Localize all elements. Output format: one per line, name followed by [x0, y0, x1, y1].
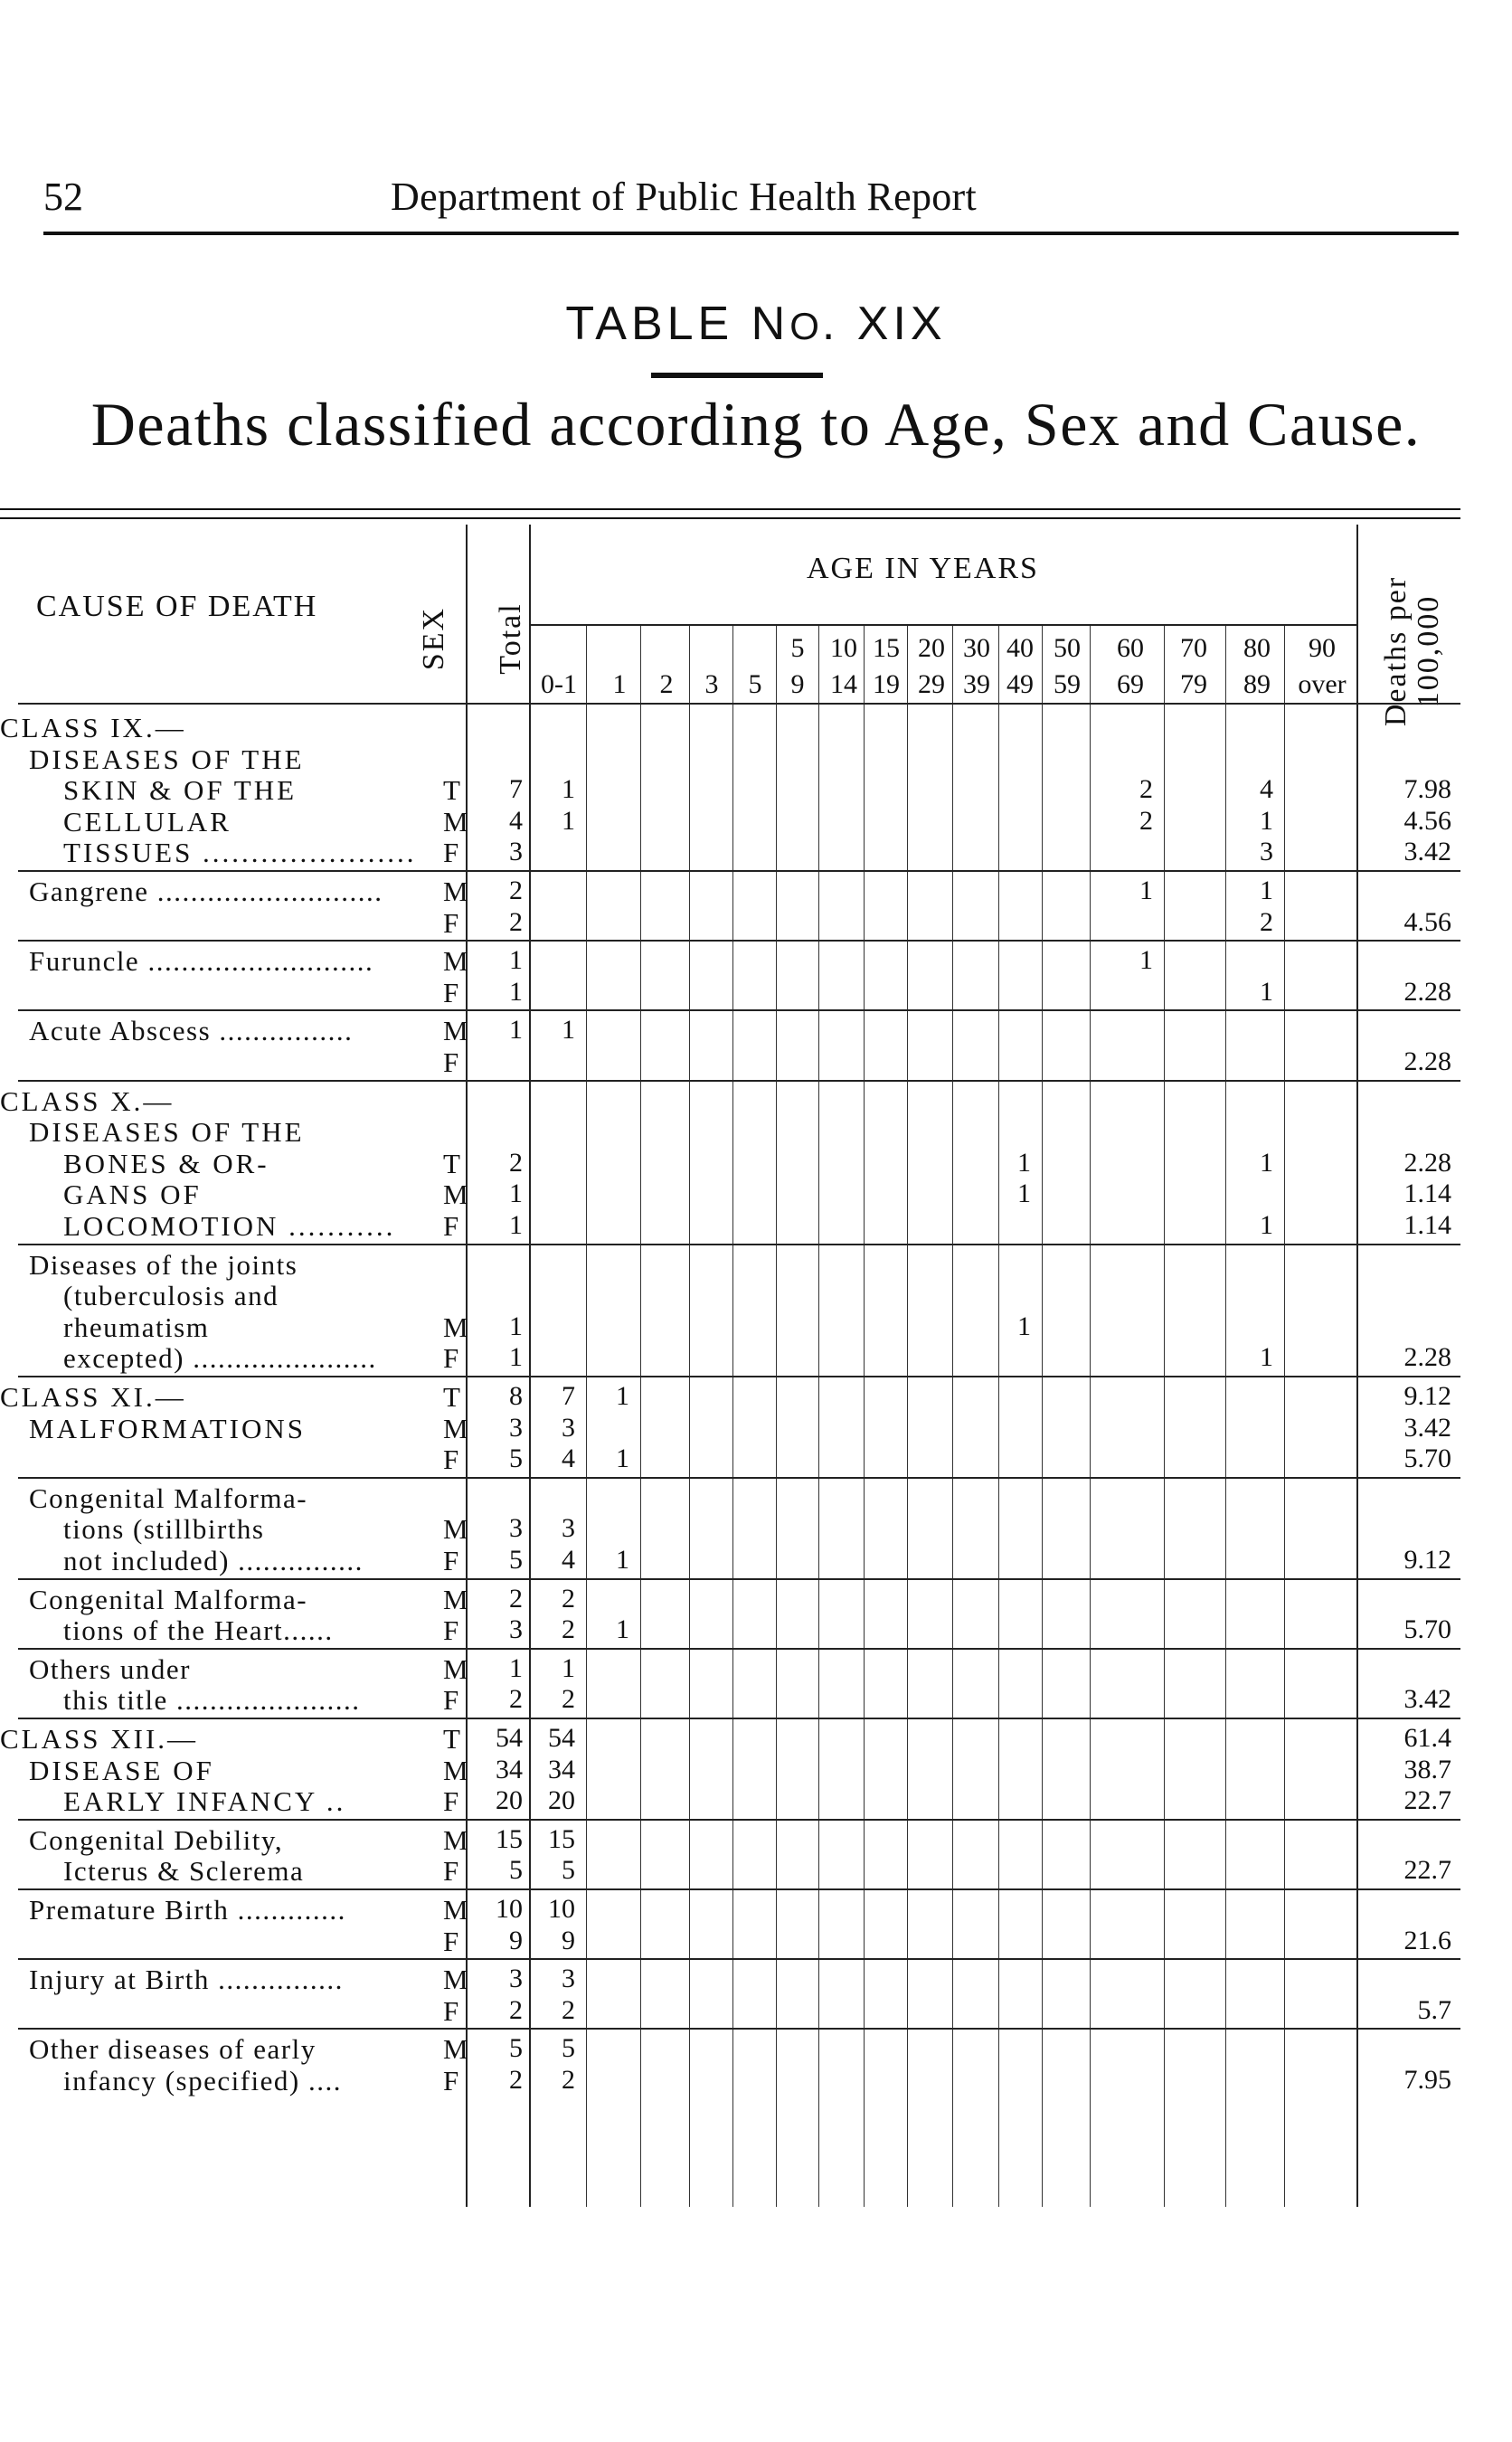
sex-code: M	[443, 876, 468, 907]
age-value: 2	[1139, 774, 1153, 805]
age-header-top: 90	[1309, 633, 1336, 663]
rate-value: 9.12	[1403, 1545, 1451, 1575]
total-value: 9	[509, 1925, 523, 1955]
total-value: 3	[509, 1964, 523, 1994]
age-value: 4	[1260, 774, 1273, 805]
age-column-rule	[1164, 626, 1165, 2207]
total-value: 1	[509, 1652, 523, 1683]
age-value: 15	[548, 1823, 575, 1854]
rate-value: 3.42	[1403, 1412, 1451, 1443]
total-value: 3	[509, 1614, 523, 1645]
cause-label: CLASS XI.—	[0, 1381, 186, 1413]
age-column-rule	[864, 626, 865, 2207]
sex-code: M	[443, 2033, 468, 2066]
age-column-rule	[998, 626, 999, 2207]
total-value: 1	[509, 1311, 523, 1341]
sex-code: F	[443, 1545, 459, 1576]
rate-value: 2.28	[1403, 1147, 1451, 1178]
group-rule	[18, 2028, 1460, 2030]
rate-value: 5.7	[1417, 1994, 1451, 2025]
age-value: 1	[562, 774, 575, 805]
age-value: 2	[1139, 805, 1153, 836]
header-rate: Deaths per 100,000	[1379, 575, 1445, 727]
sex-code: M	[443, 1311, 468, 1343]
age-header-bottom: 19	[873, 669, 900, 699]
rate-value: 5.70	[1403, 1443, 1451, 1474]
sex-code: M	[443, 1894, 468, 1926]
table-number-main: TABLE N	[565, 298, 790, 350]
group-rule	[18, 1718, 1460, 1719]
age-header-bottom: 1	[612, 669, 627, 699]
header-cause: CAUSE OF DEATH	[36, 590, 318, 623]
age-value: 2	[562, 1583, 575, 1614]
total-value: 1	[509, 1178, 523, 1209]
cause-label: (tuberculosis and	[63, 1280, 279, 1312]
total-value: 8	[509, 1381, 523, 1411]
sex-code: F	[443, 1684, 459, 1717]
cause-label: CLASS IX.—	[0, 712, 186, 743]
age-header-bottom: 5	[748, 669, 762, 699]
age-value: 1	[1260, 876, 1273, 905]
rate-value: 7.95	[1403, 2065, 1451, 2095]
age-value: 2	[562, 1994, 575, 2025]
age-column-rule	[952, 626, 953, 2207]
age-header-top: 5	[790, 633, 805, 663]
total-value: 1	[509, 976, 523, 1007]
group-rule	[18, 940, 1460, 942]
total-value: 5	[509, 1443, 523, 1474]
rate-value: 2.28	[1403, 1342, 1451, 1373]
cause-label: Icterus & Sclerema	[63, 1855, 305, 1888]
age-header-bottom: 29	[918, 669, 945, 699]
age-column-rule	[907, 626, 908, 2207]
age-value: 1	[562, 1015, 575, 1046]
sex-code: F	[443, 1210, 459, 1242]
cause-label: Other diseases of early	[29, 2033, 317, 2066]
group-rule	[18, 1888, 1460, 1890]
age-header-top: 30	[963, 633, 990, 663]
total-value: 2	[509, 906, 523, 937]
age-header-top: 50	[1054, 633, 1081, 663]
title-bar	[651, 373, 823, 378]
rate-value: 5.70	[1403, 1614, 1451, 1645]
table-subtitle: Deaths classified according to Age, Sex and Cause.	[90, 390, 1422, 459]
age-value: 4	[562, 1443, 575, 1474]
age-header-bottom: 69	[1117, 669, 1144, 699]
age-column-rule	[689, 626, 690, 2207]
rate-value: 38.7	[1403, 1754, 1451, 1784]
cause-label: LOCOMOTION ...........	[63, 1210, 396, 1242]
age-column-rule	[1284, 626, 1285, 2207]
sex-code: F	[443, 1046, 459, 1078]
age-value: 4	[562, 1545, 575, 1575]
cause-label: EARLY INFANCY ..	[63, 1785, 346, 1818]
cause-label: excepted) ......................	[63, 1342, 377, 1375]
sex-code: F	[443, 2065, 459, 2097]
age-header-top: 15	[873, 633, 900, 663]
sex-code: F	[443, 1614, 459, 1647]
total-value: 1	[509, 1210, 523, 1240]
sex-code: T	[443, 1723, 460, 1755]
age-header-top: 20	[918, 633, 945, 663]
age-value: 2	[562, 2065, 575, 2095]
sex-code: M	[443, 1015, 468, 1047]
group-rule	[18, 1376, 1460, 1377]
total-value: 1	[509, 1342, 523, 1373]
age-value: 20	[548, 1785, 575, 1816]
age-header-bottom: 3	[704, 669, 719, 699]
group-rule	[18, 1477, 1460, 1479]
age-header-bottom: over	[1298, 669, 1347, 699]
sex-code: M	[443, 945, 468, 978]
mortality-table	[0, 525, 1512, 2243]
rate-value: 1.14	[1403, 1210, 1451, 1240]
age-value: 1	[1260, 1210, 1273, 1240]
sex-code: M	[443, 805, 468, 838]
age-value: 1	[1139, 945, 1153, 976]
age-header-bottom: 14	[830, 669, 857, 699]
cause-label: not included) ...............	[63, 1545, 364, 1576]
cause-label: Acute Abscess ................	[29, 1015, 354, 1047]
total-value: 34	[496, 1754, 523, 1784]
total-value: 5	[509, 1855, 523, 1886]
cause-label: BONES & OR-	[63, 1147, 269, 1179]
sex-code: F	[443, 837, 459, 869]
header-bottom-rule	[18, 703, 1460, 705]
total-value: 2	[509, 1994, 523, 2025]
cause-label: infancy (specified) ....	[63, 2065, 342, 2097]
age-value: 3	[562, 1412, 575, 1443]
cause-label: Diseases of the joints	[29, 1248, 298, 1281]
age-column-rule	[818, 626, 819, 2207]
group-rule	[18, 1009, 1460, 1011]
age-value: 5	[562, 1855, 575, 1886]
cause-label: Premature Birth .............	[29, 1894, 346, 1926]
sex-code: T	[443, 1147, 460, 1179]
cause-label: this title ......................	[63, 1684, 361, 1717]
cause-label: Gangrene ...........................	[29, 876, 383, 907]
rate-value: 4.56	[1403, 805, 1451, 836]
age-column-rule	[732, 626, 733, 2207]
total-value: 2	[509, 876, 523, 905]
age-value: 10	[548, 1894, 575, 1924]
rate-value: 22.7	[1403, 1785, 1451, 1816]
age-value: 5	[562, 2033, 575, 2064]
cause-label: SKIN & OF THE	[63, 774, 298, 807]
rate-value: 7.98	[1403, 774, 1451, 805]
table-number	[0, 297, 1512, 351]
rate-value: 22.7	[1403, 1855, 1451, 1886]
cause-label: Injury at Birth ...............	[29, 1964, 344, 1996]
group-rule	[18, 1244, 1460, 1245]
age-value: 34	[548, 1754, 575, 1784]
sex-code: F	[443, 1342, 459, 1375]
age-value: 1	[1260, 1147, 1273, 1178]
column-rule	[1356, 525, 1358, 2207]
age-value: 9	[562, 1925, 575, 1955]
total-value: 7	[509, 774, 523, 805]
total-value: 54	[496, 1723, 523, 1753]
cause-label: DISEASE OF	[29, 1754, 214, 1786]
age-header-bottom: 9	[790, 669, 805, 699]
age-value: 1	[1260, 805, 1273, 836]
age-value: 1	[616, 1381, 629, 1411]
sex-code: F	[443, 1785, 459, 1818]
age-header-bottom: 89	[1243, 669, 1271, 699]
sex-code: F	[443, 1994, 459, 2027]
total-value: 1	[509, 945, 523, 976]
rate-value: 21.6	[1403, 1925, 1451, 1955]
rate-value: 1.14	[1403, 1178, 1451, 1209]
age-header-bottom: 0-1	[541, 669, 577, 699]
cause-label: CELLULAR	[63, 805, 232, 838]
top-double-rule-2	[0, 517, 1460, 519]
age-value: 54	[548, 1723, 575, 1753]
sex-code: T	[443, 774, 460, 807]
age-value: 3	[562, 1964, 575, 1994]
header-total: Total	[494, 602, 527, 675]
age-header-top: 80	[1243, 633, 1271, 663]
age-column-rule	[586, 626, 587, 2207]
total-value: 2	[509, 1147, 523, 1178]
header-age-in-years: AGE IN YEARS	[807, 552, 1039, 585]
total-value: 20	[496, 1785, 523, 1816]
cause-label: Congenital Malforma-	[29, 1583, 308, 1615]
sex-code: M	[443, 1754, 468, 1786]
sex-code: M	[443, 1823, 468, 1856]
age-header-rule	[529, 624, 1356, 626]
age-column-rule	[776, 626, 777, 2207]
age-value: 3	[1260, 837, 1273, 867]
age-header-bottom: 39	[963, 669, 990, 699]
total-value: 5	[509, 1545, 523, 1575]
total-value: 2	[509, 1684, 523, 1715]
page-number: 52	[43, 175, 83, 219]
rate-value: 4.56	[1403, 906, 1451, 937]
cause-label: DISEASES OF THE	[29, 743, 305, 775]
age-value: 1	[1017, 1147, 1031, 1178]
total-value: 15	[496, 1823, 523, 1854]
group-rule	[18, 1819, 1460, 1821]
table-number-rest: . XIX	[821, 298, 947, 350]
age-value: 1	[1139, 876, 1153, 905]
age-value: 1	[562, 1652, 575, 1683]
cause-label: Others under	[29, 1652, 191, 1685]
age-value: 1	[616, 1614, 629, 1645]
sex-code: M	[443, 1178, 468, 1211]
group-rule	[18, 1648, 1460, 1650]
age-value: 2	[1260, 906, 1273, 937]
total-value: 3	[509, 1513, 523, 1544]
cause-label: rheumatism	[63, 1311, 210, 1343]
group-rule	[18, 1958, 1460, 1960]
age-value: 1	[1017, 1311, 1031, 1341]
age-header-bottom: 79	[1180, 669, 1207, 699]
cause-label: TISSUES ......................	[63, 837, 417, 869]
sex-code: M	[443, 1652, 468, 1685]
rate-value: 3.42	[1403, 1684, 1451, 1715]
age-value: 1	[562, 805, 575, 836]
group-rule	[18, 1578, 1460, 1580]
sex-code: M	[443, 1583, 468, 1615]
age-header-bottom: 49	[1006, 669, 1034, 699]
age-value: 1	[1260, 1342, 1273, 1373]
age-header-top: 40	[1006, 633, 1034, 663]
cause-label: Congenital Malforma-	[29, 1481, 308, 1514]
rate-value: 3.42	[1403, 837, 1451, 867]
top-double-rule-1	[0, 508, 1460, 510]
sex-code: F	[443, 1855, 459, 1888]
rate-value: 2.28	[1403, 1046, 1451, 1076]
age-column-rule	[1090, 626, 1091, 2207]
cause-label: CLASS XII.—	[0, 1723, 199, 1755]
total-value: 5	[509, 2033, 523, 2064]
age-header-top: 10	[830, 633, 857, 663]
age-value: 1	[616, 1545, 629, 1575]
running-head: Department of Public Health Report	[391, 175, 978, 219]
sex-code: M	[443, 1964, 468, 1996]
header-sex: SEX	[417, 606, 450, 671]
age-column-rule	[1042, 626, 1043, 2207]
age-value: 2	[562, 1684, 575, 1715]
age-column-rule	[1225, 626, 1226, 2207]
cause-label: GANS OF	[63, 1178, 202, 1211]
column-rule	[466, 525, 468, 2207]
total-value: 3	[509, 837, 523, 867]
sex-code: M	[443, 1513, 468, 1546]
sex-code: F	[443, 1925, 459, 1957]
age-column-rule	[640, 626, 641, 2207]
age-header-bottom: 2	[659, 669, 674, 699]
sex-code: M	[443, 1412, 468, 1444]
cause-label: MALFORMATIONS	[29, 1412, 306, 1444]
age-value: 1	[616, 1443, 629, 1474]
cause-label: DISEASES OF THE	[29, 1116, 305, 1149]
age-value: 1	[1017, 1178, 1031, 1209]
cause-label: Congenital Debility,	[29, 1823, 284, 1856]
cause-label: tions (stillbirths	[63, 1513, 265, 1546]
group-rule	[18, 1080, 1460, 1082]
total-value: 10	[496, 1894, 523, 1924]
age-header-top: 60	[1117, 633, 1144, 663]
age-value: 7	[562, 1381, 575, 1411]
table-number-o: O	[789, 305, 822, 347]
sex-code: T	[443, 1381, 460, 1413]
total-value: 3	[509, 1412, 523, 1443]
age-header-bottom: 59	[1054, 669, 1081, 699]
sex-code: F	[443, 976, 459, 1008]
age-value: 3	[562, 1513, 575, 1544]
rate-value: 61.4	[1403, 1723, 1451, 1753]
age-value: 2	[562, 1614, 575, 1645]
cause-label: tions of the Heart......	[63, 1614, 334, 1647]
sex-code: F	[443, 1443, 459, 1476]
total-value: 1	[509, 1015, 523, 1046]
cause-label: CLASS X.—	[0, 1084, 175, 1117]
total-value: 2	[509, 2065, 523, 2095]
head-rule	[43, 232, 1459, 235]
age-value: 1	[1260, 976, 1273, 1007]
group-rule	[18, 870, 1460, 872]
total-value: 2	[509, 1583, 523, 1614]
cause-label: Furuncle ...........................	[29, 945, 374, 978]
rate-value: 2.28	[1403, 976, 1451, 1007]
total-value: 4	[509, 805, 523, 836]
sex-code: F	[443, 906, 459, 939]
age-header-top: 70	[1180, 633, 1207, 663]
rate-value: 9.12	[1403, 1381, 1451, 1411]
